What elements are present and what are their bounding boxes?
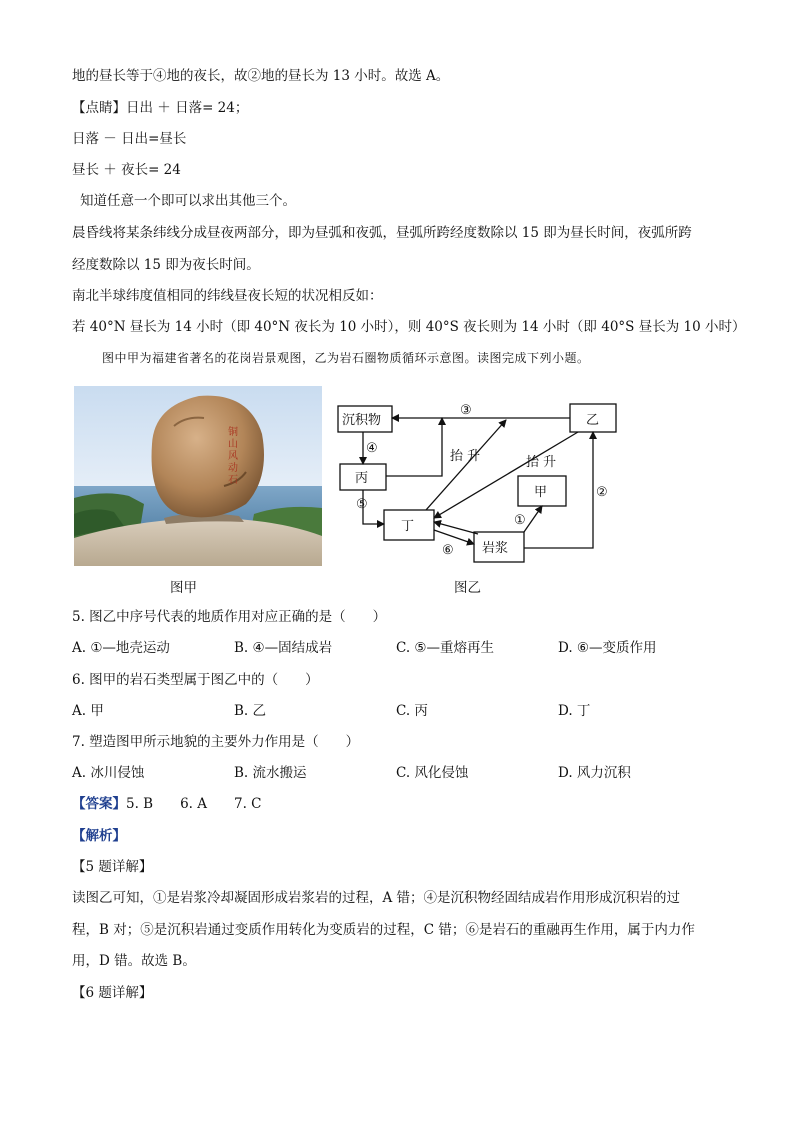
q5-option-c: C. ⑤—重熔再生 [396, 640, 495, 656]
granite-boulder-photo [74, 386, 322, 566]
caption-figure-b: 图乙 [454, 580, 481, 596]
label-n2: ② [596, 485, 608, 500]
label-uplift-left: 抬 升 [450, 449, 481, 464]
q7-option-a: A. 冰川侵蚀 [72, 765, 145, 781]
question-intro: 图中甲为福建省著名的花岗岩景观图，乙为岩石圈物质循环示意图。读图完成下列小题。 [102, 351, 590, 365]
section-5-heading: 【5 题详解】 [72, 859, 153, 875]
answer-values: 5. B 6. A 7. C [126, 796, 262, 812]
label-n6: ⑥ [442, 543, 454, 558]
arrow-6 [434, 530, 474, 544]
label-magma: 岩浆 [482, 541, 509, 556]
answer-line [72, 794, 262, 814]
label-bing: 丙 [355, 471, 369, 486]
q6-option-c: C. 丙 [396, 703, 428, 719]
label-n5: ⑤ [356, 497, 368, 512]
label-n1: ① [514, 513, 526, 528]
q6-option-a: A. 甲 [72, 703, 104, 719]
analysis-paragraph-line: 程，B 对；⑤是沉积岩通过变质作用转化为变质岩的过程，C 错；⑥是岩石的重融再生作用，属于内力作 [72, 922, 695, 938]
tip-heading-line: 【点睛】日出 ＋ 日落= 24； [72, 100, 249, 116]
question-6-stem: 6. 图甲的岩石类型属于图乙中的（ ） [72, 672, 319, 688]
q6-option-b: B. 乙 [234, 703, 267, 719]
q7-option-d: D. 风力沉积 [558, 765, 631, 781]
label-sediment: 沉积物 [342, 413, 382, 428]
q5-option-a: A. ①—地壳运动 [72, 640, 170, 656]
analysis-paragraph-line: 读图乙可知，①是岩浆冷却凝固形成岩浆岩的过程，A 错；④是沉积物经固结成岩作用形成沉积岩的过 [72, 890, 681, 906]
label-ding: 丁 [401, 519, 415, 534]
analysis-label: 【解析】 [72, 828, 126, 844]
text-line: 晨昏线将某条纬线分成昼夜两部分，即为昼弧和夜弧，昼弧所跨经度数除以 15 即为昼长时间，夜弧所跨 [72, 225, 692, 241]
q7-option-b: B. 流水搬运 [234, 765, 307, 781]
text-line: 若 40°N 昼长为 14 小时（即 40°N 夜长为 10 小时），则 40°S 夜长则为 14 小时（即 40°S 昼长为 10 小时） [72, 319, 746, 335]
arrow-1 [524, 506, 542, 532]
section-6-heading: 【6 题详解】 [72, 985, 153, 1001]
text-line: 日落 － 日出=昼长 [72, 131, 187, 147]
caption-figure-a: 图甲 [170, 580, 197, 596]
label-n4: ④ [366, 441, 378, 456]
label-uplift-right: 抬 升 [526, 455, 557, 470]
label-n3: ③ [460, 403, 472, 418]
text-line: 南北半球纬度值相同的纬线昼夜长短的状况相反如： [72, 288, 383, 304]
label-jia: 甲 [534, 485, 548, 500]
rock-cycle-diagram [330, 396, 630, 576]
text-line: 经度数除以 15 即为夜长时间。 [72, 257, 260, 273]
photo-inscription: 铜山风动石 [225, 426, 237, 486]
text-line: 地的昼长等于④地的夜长，故②地的昼长为 13 小时。故选 A。 [72, 68, 450, 84]
text-line: 知道任意一个即可以求出其他三个。 [80, 193, 296, 209]
arrow-uplift-ding [426, 420, 506, 510]
question-7-stem: 7. 塑造图甲所示地貌的主要外力作用是（ ） [72, 734, 360, 750]
label-yi: 乙 [586, 413, 600, 428]
q5-option-d: D. ⑥—变质作用 [558, 640, 657, 656]
q7-option-c: C. 风化侵蚀 [396, 765, 469, 781]
answer-label: 【答案】 [72, 796, 126, 812]
arrow-uplift-bing [386, 418, 442, 476]
analysis-paragraph-line: 用，D 错。故选 B。 [72, 953, 196, 969]
q6-option-d: D. 丁 [558, 703, 591, 719]
question-5-stem: 5. 图乙中序号代表的地质作用对应正确的是（ ） [72, 609, 387, 625]
text-line: 昼长 ＋ 夜长= 24 [72, 162, 181, 178]
q5-option-b: B. ④—固结成岩 [234, 640, 333, 656]
